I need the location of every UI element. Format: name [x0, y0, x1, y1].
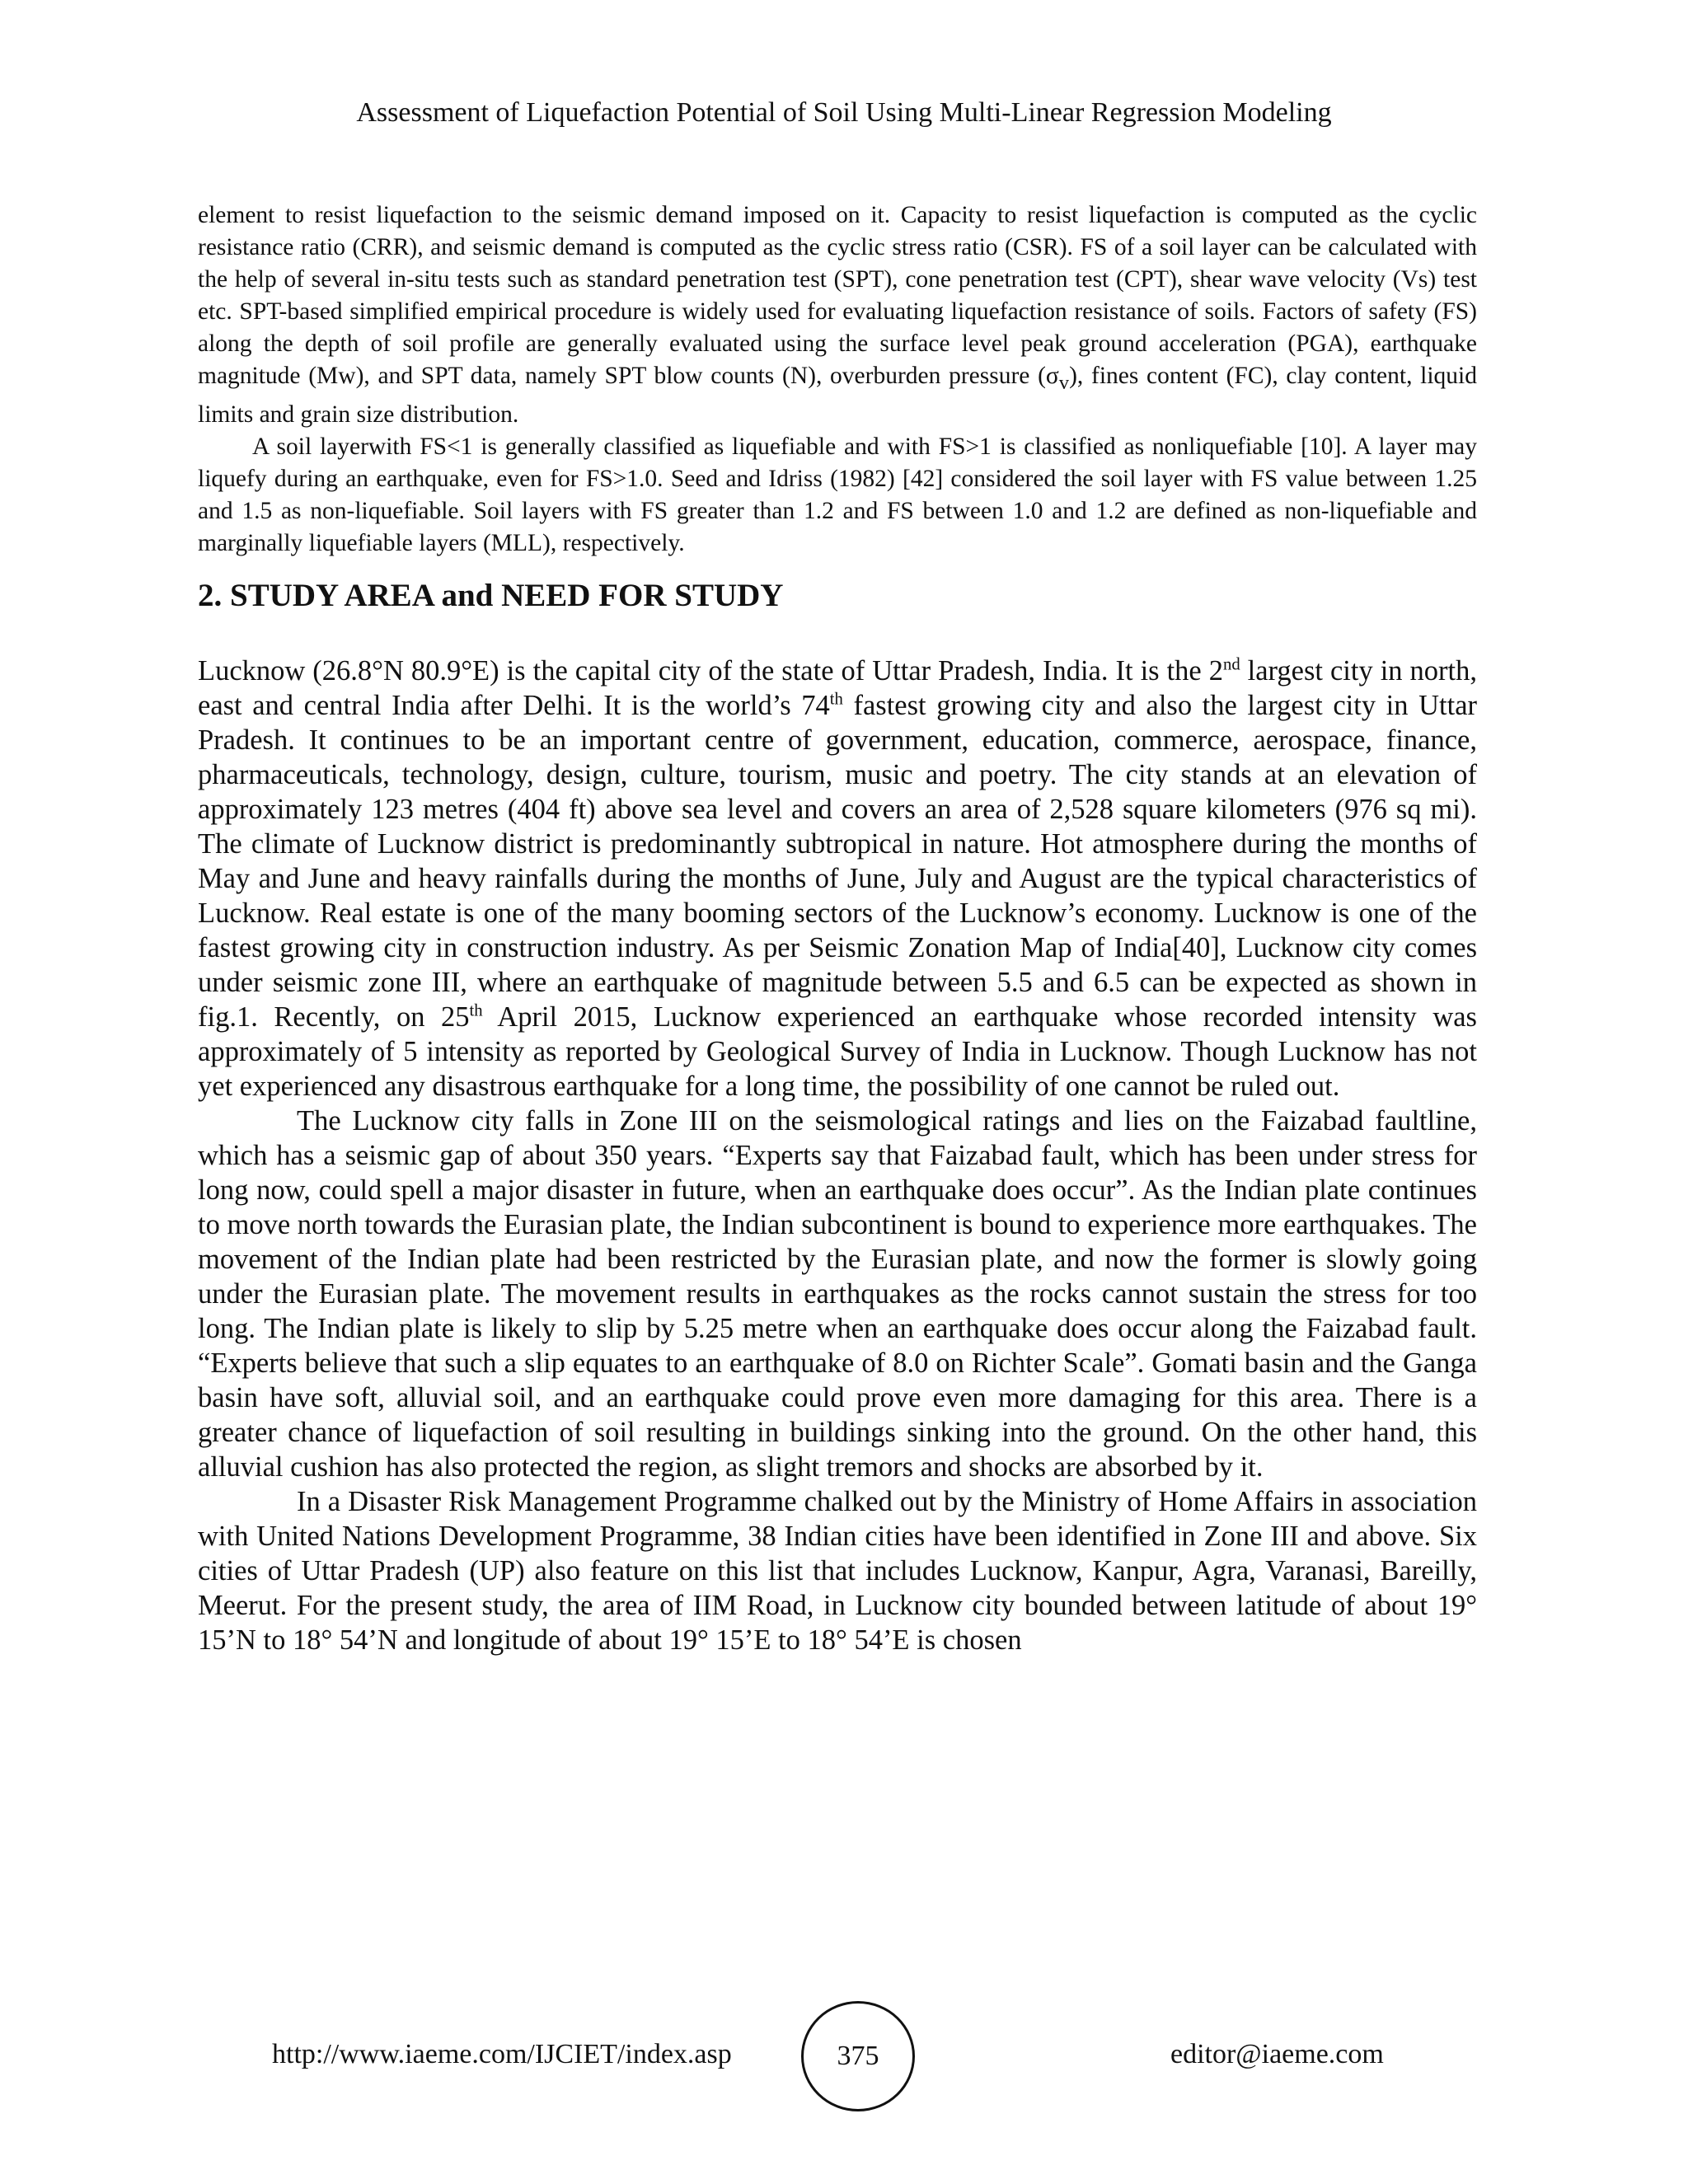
paragraph: The Lucknow city falls in Zone III on the seismological ratings and lies on the Faizabad faultline, which has a seismic gap of about 350 years. “Experts say that Faizabad fault, which has been under stress for long now, could spell a major disaster in future, when an earthquake does occur”. As the Indian plate continues to move north towards the Eurasian plate, the Indian subcontinent is bound to experience more earthquakes. The movement of the Indian plate had been restricted by the Eurasian plate, and now the former is slowly going under the Eurasian plate. The movement results in earthquakes as the rocks cannot sustain the stress for too long. The Indian plate is likely to slip by 5.25 metre when an earthquake does occur along the Faizabad fault. “Experts believe that such a slip equates to an earthquake of 8.0 on Richter Scale”. Gomati basin and the Ganga basin have soft, alluvial soil, and an earthquake could prove even more damaging for this area. There is a greater chance of liquefaction of soil resulting in buildings sinking into the ground. On the other hand, this alluvial cushion has also protected the region, as slight tremors and shocks are absorbed by it.	[198, 1105, 1477, 1483]
subscript: v	[1058, 371, 1070, 394]
superscript: nd	[1222, 655, 1240, 674]
paragraph: element to resist liquefaction to the seismic demand imposed on it. Capacity to resist liquefaction is computed as the cyclic resistance ratio (CRR), and seismic demand is computed as the cyclic stress ratio (CSR). FS of a soil layer can be calculated with the help of several in-situ tests such as standard penetration test (SPT), cone penetration test (CPT), shear wave velocity (Vs) test etc. SPT-based simplified empirical procedure is widely used for evaluating liquefaction resistance of soils. Factors of safety (FS) along the depth of soil profile are generally evaluated using the surface level peak ground acceleration (PGA), earthquake magnitude (Mw), and SPT data, namely SPT blow counts (N), overburden pressure $(\sigma_v)$, fines content (FC), clay content, liquid limits and grain size distribution.	[198, 202, 1477, 428]
footer-url-link[interactable]: http://www.iaeme.com/IJCIET/index.asp	[272, 2039, 732, 2069]
intro-text	[198, 199, 1477, 560]
paragraph: In a Disaster Risk Management Programme chalked out by the Ministry of Home Affairs in association with United Nations Development Programme, 38 Indian cities have been identified in Zone III and above. Six cities of Uttar Pradesh (UP) also feature on this list that includes Lucknow, Kanpur, Agra, Varanasi, Bareilly, Meerut. For the present study, the area of IIM Road, in Lucknow city bounded between latitude of about 19° 15’N to 18° 54’N and longitude of about 19° 15’E to 18° 54’E is chosen	[198, 1486, 1477, 1656]
paragraph: A soil layerwith FS<1 is generally classified as liquefiable and with FS>1 is classified as nonliquefiable [10]. A layer may liquefy during an earthquake, even for FS>1.0. Seed and Idriss (1982) [42] considered the soil layer with FS value between 1.25 and 1.5 as non-liquefiable. Soil layers with FS greater than 1.2 and FS between 1.0 and 1.2 are defined as non-liquefiable and marginally liquefiable layers (MLL), respectively.	[198, 433, 1477, 556]
superscript: th	[469, 1001, 483, 1020]
section-heading: 2. STUDY AREA and NEED FOR STUDY	[198, 578, 784, 613]
footer-email-link[interactable]: editor@iaeme.com	[1170, 2039, 1384, 2069]
paragraph: Lucknow (26.8°N 80.9°E) is the capital city of the state of Uttar Pradesh, India. It is the 2nd largest city in north, east and central India after Delhi. It is the world’s 74th fastest growing city and also the largest city in Uttar Pradesh. It continues to be an important centre of government, education, commerce, aerospace, finance, pharmaceuticals, technology, design, culture, tourism, music and poetry. The city stands at an elevation of approximately 123 metres (404 ft) above sea level and covers an area of 2,528 square kilometers (976 sq mi). The climate of Lucknow district is predominantly subtropical in nature. Hot atmosphere during the months of May and June and heavy rainfalls during the months of June, July and August are the typical characteristics of Lucknow. Real estate is one of the many booming sectors of the Lucknow’s economy. Lucknow is one of the fastest growing city in construction industry. As per Seismic Zonation Map of India[40], Lucknow city comes under seismic zone III, where an earthquake of magnitude between 5.5 and 6.5 can be expected as shown in fig.1. Recently, on 25th April 2015, Lucknow experienced an earthquake whose recorded intensity was approximately of 5 intensity as reported by Geological Survey of India in Lucknow. Though Lucknow has not yet experienced any disastrous earthquake for a long time, the possibility of one cannot be ruled out.	[198, 655, 1477, 1102]
running-title: Assessment of Liquefaction Potential of Soil Using Multi-Linear Regression Modeling	[356, 97, 1332, 128]
page-footer	[0, 2001, 1688, 2116]
section-body	[198, 654, 1477, 1657]
page-number: 375	[801, 2001, 915, 2111]
superscript: th	[829, 690, 843, 709]
